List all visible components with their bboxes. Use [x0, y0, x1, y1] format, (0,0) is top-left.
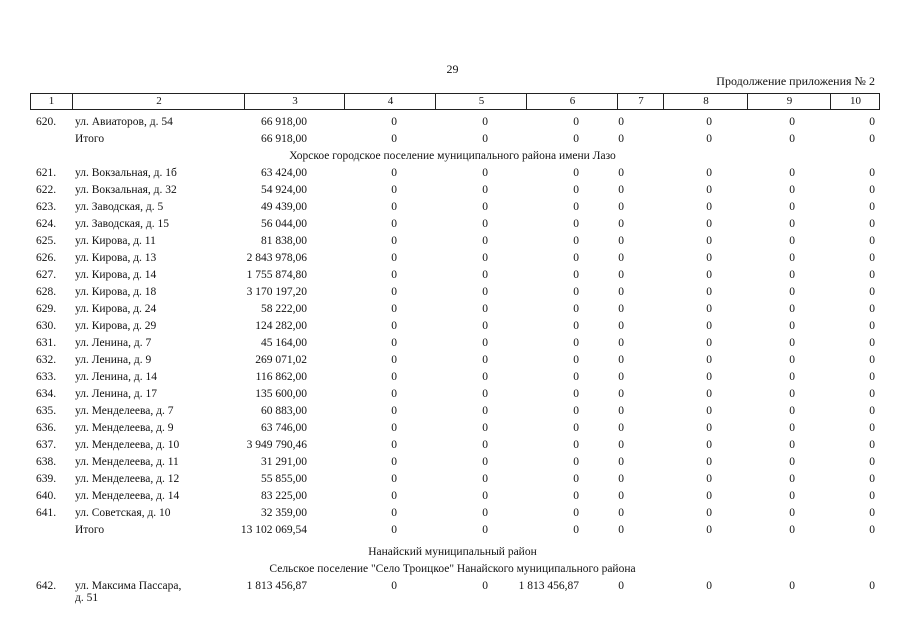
col-5-value: 0 [482, 388, 488, 400]
col-5-value: 0 [482, 235, 488, 247]
col-3-value: 2 843 978,06 [246, 252, 307, 264]
row-address: ул. Кирова, д. 18 [75, 286, 157, 298]
table-row [0, 386, 905, 403]
col-7-value: 0 [618, 473, 624, 485]
col-5-value: 0 [482, 116, 488, 128]
col-9-value: 0 [789, 371, 795, 383]
col-7-value: 0 [618, 252, 624, 264]
row-address: ул. Кирова, д. 29 [75, 320, 157, 332]
header-col-2: 2 [72, 94, 245, 109]
row-number: 639. [36, 473, 57, 485]
col-7-value: 0 [618, 456, 624, 468]
col-6-value: 0 [573, 303, 579, 315]
col-6-value: 0 [573, 269, 579, 281]
table-row [0, 318, 905, 335]
col-9-value: 0 [789, 388, 795, 400]
row-address-line-1: ул. Максима Пассара, [75, 580, 182, 592]
col-5-value: 0 [482, 286, 488, 298]
col-4-value: 0 [391, 473, 397, 485]
col-3-value: 1 755 874,80 [246, 269, 307, 281]
table-row [0, 352, 905, 369]
col-7-value: 0 [618, 524, 624, 536]
col-5-value: 0 [482, 252, 488, 264]
col-8-value: 0 [706, 218, 712, 230]
row-address: ул. Вокзальная, д. 32 [75, 184, 177, 196]
col-10-value: 0 [869, 456, 875, 468]
row-number: 633. [36, 371, 57, 383]
col-4-value: 0 [391, 303, 397, 315]
header-col-6: 6 [526, 94, 618, 109]
col-8-value: 0 [706, 184, 712, 196]
col-5-value: 0 [482, 405, 488, 417]
table-row [0, 267, 905, 284]
row-number: 626. [36, 252, 57, 264]
col-8-value: 0 [706, 354, 712, 366]
col-10-value: 0 [869, 371, 875, 383]
col-9-value: 0 [789, 218, 795, 230]
col-7-value: 0 [618, 286, 624, 298]
col-7-value: 0 [618, 201, 624, 213]
col-3-value: 45 164,00 [261, 337, 307, 349]
col-7-value: 0 [618, 388, 624, 400]
col-6-value: 0 [573, 456, 579, 468]
col-9-value: 0 [789, 269, 795, 281]
row-number: 640. [36, 490, 57, 502]
row-address: ул. Ленина, д. 17 [75, 388, 157, 400]
col-9-value: 0 [789, 456, 795, 468]
col-8-value: 0 [706, 269, 712, 281]
table-row-total [0, 522, 905, 539]
col-10-value: 0 [869, 116, 875, 128]
col-3-value: 116 862,00 [255, 371, 307, 383]
col-8-value: 0 [706, 116, 712, 128]
col-4-value: 0 [391, 286, 397, 298]
col-9-value: 0 [789, 507, 795, 519]
row-address-line-2: д. 51 [75, 592, 99, 604]
col-9-value: 0 [789, 439, 795, 451]
col-4-value: 0 [391, 116, 397, 128]
col-3-value: 135 600,00 [255, 388, 307, 400]
col-9-value: 0 [789, 184, 795, 196]
table-row [0, 369, 905, 386]
row-number: 629. [36, 303, 57, 315]
col-10-value: 0 [869, 269, 875, 281]
col-6-value: 0 [573, 422, 579, 434]
col-8-value: 0 [706, 422, 712, 434]
col-10-value: 0 [869, 320, 875, 332]
row-number: 623. [36, 201, 57, 213]
col-6-value: 0 [573, 337, 579, 349]
col-10-value: 0 [869, 201, 875, 213]
col-4-value: 0 [391, 184, 397, 196]
col-5-value: 0 [482, 218, 488, 230]
row-address: ул. Кирова, д. 24 [75, 303, 157, 315]
col-8-value: 0 [706, 320, 712, 332]
col-6-value: 0 [573, 184, 579, 196]
col-9-value: 0 [789, 133, 795, 145]
col-6-value: 0 [573, 439, 579, 451]
col-4-value: 0 [391, 235, 397, 247]
col-8-value: 0 [706, 286, 712, 298]
col-3-value: 55 855,00 [261, 473, 307, 485]
col-4-value: 0 [391, 337, 397, 349]
col-6-value: 0 [573, 405, 579, 417]
table-row [0, 284, 905, 301]
col-6-value: 0 [573, 116, 579, 128]
col-4-value: 0 [391, 422, 397, 434]
col-8-value: 0 [706, 337, 712, 349]
header-col-7: 7 [617, 94, 664, 109]
section-heading: Хорское городское поселение муниципального района имени Лазо [289, 150, 616, 162]
col-10-value: 0 [869, 405, 875, 417]
col-10-value: 0 [869, 133, 875, 145]
row-address: ул. Вокзальная, д. 1б [75, 167, 177, 179]
header-col-4: 4 [344, 94, 436, 109]
row-address: Итого [75, 133, 105, 145]
col-8-value: 0 [706, 201, 712, 213]
col-10-value: 0 [869, 388, 875, 400]
col-8-value: 0 [706, 490, 712, 502]
col-4-value: 0 [391, 507, 397, 519]
col-6-value: 0 [573, 252, 579, 264]
col-3-value: 3 170 197,20 [246, 286, 307, 298]
row-address: ул. Ленина, д. 14 [75, 371, 157, 383]
col-4-value: 0 [391, 269, 397, 281]
col-7-value: 0 [618, 167, 624, 179]
col-3-value: 32 359,00 [261, 507, 307, 519]
header-col-8: 8 [663, 94, 748, 109]
col-3-value: 66 918,00 [261, 133, 307, 145]
col-5-value: 0 [482, 201, 488, 213]
col-5-value: 0 [482, 320, 488, 332]
col-4-value: 0 [391, 405, 397, 417]
col-7-value: 0 [618, 490, 624, 502]
col-3-value: 13 102 069,54 [240, 524, 307, 536]
col-5-value: 0 [482, 422, 488, 434]
row-number: 625. [36, 235, 57, 247]
table-header [30, 93, 880, 110]
col-8-value: 0 [706, 456, 712, 468]
col-9-value: 0 [789, 580, 795, 592]
col-3-value: 60 883,00 [261, 405, 307, 417]
row-number: 638. [36, 456, 57, 468]
row-address: ул. Кирова, д. 13 [75, 252, 157, 264]
col-10-value: 0 [869, 252, 875, 264]
col-4-value: 0 [391, 218, 397, 230]
col-4-value: 0 [391, 167, 397, 179]
col-6-value: 0 [573, 286, 579, 298]
col-9-value: 0 [789, 286, 795, 298]
col-10-value: 0 [869, 422, 875, 434]
col-10-value: 0 [869, 580, 875, 592]
appendix-label: Продолжение приложения № 2 [716, 74, 875, 88]
col-3-value: 63 424,00 [261, 167, 307, 179]
row-address: ул. Менделеева, д. 12 [75, 473, 180, 485]
col-5-value: 0 [482, 167, 488, 179]
table-row [0, 233, 905, 250]
table-row [0, 488, 905, 505]
col-5-value: 0 [482, 490, 488, 502]
row-address: ул. Менделеева, д. 11 [75, 456, 179, 468]
row-number: 637. [36, 439, 57, 451]
col-4-value: 0 [391, 133, 397, 145]
col-9-value: 0 [789, 337, 795, 349]
col-8-value: 0 [706, 473, 712, 485]
col-7-value: 0 [618, 235, 624, 247]
col-4-value: 0 [391, 252, 397, 264]
col-10-value: 0 [869, 524, 875, 536]
col-4-value: 0 [391, 580, 397, 592]
col-8-value: 0 [706, 388, 712, 400]
col-10-value: 0 [869, 218, 875, 230]
row-number: 630. [36, 320, 57, 332]
col-6-value: 1 813 456,87 [518, 580, 579, 592]
col-3-value: 54 924,00 [261, 184, 307, 196]
row-number: 641. [36, 507, 57, 519]
col-7-value: 0 [618, 269, 624, 281]
col-10-value: 0 [869, 184, 875, 196]
table-row [0, 505, 905, 522]
row-address: ул. Заводская, д. 15 [75, 218, 169, 230]
col-10-value: 0 [869, 235, 875, 247]
col-5-value: 0 [482, 184, 488, 196]
table-row [0, 114, 905, 131]
col-3-value: 56 044,00 [261, 218, 307, 230]
col-10-value: 0 [869, 167, 875, 179]
col-5-value: 0 [482, 456, 488, 468]
col-5-value: 0 [482, 354, 488, 366]
col-5-value: 0 [482, 439, 488, 451]
row-address: Итого [75, 524, 105, 536]
col-9-value: 0 [789, 422, 795, 434]
col-8-value: 0 [706, 507, 712, 519]
col-5-value: 0 [482, 580, 488, 592]
row-address: ул. Советская, д. 10 [75, 507, 171, 519]
row-number: 622. [36, 184, 57, 196]
col-8-value: 0 [706, 580, 712, 592]
col-10-value: 0 [869, 439, 875, 451]
row-address [75, 580, 181, 604]
header-col-10: 10 [830, 94, 880, 109]
col-6-value: 0 [573, 371, 579, 383]
col-8-value: 0 [706, 371, 712, 383]
col-8-value: 0 [706, 439, 712, 451]
col-10-value: 0 [869, 507, 875, 519]
page-number: 29 [446, 62, 459, 76]
col-5-value: 0 [482, 133, 488, 145]
col-3-value: 31 291,00 [261, 456, 307, 468]
col-10-value: 0 [869, 286, 875, 298]
col-7-value: 0 [618, 116, 624, 128]
row-number: 621. [36, 167, 57, 179]
col-8-value: 0 [706, 167, 712, 179]
col-9-value: 0 [789, 252, 795, 264]
col-3-value: 58 222,00 [261, 303, 307, 315]
col-9-value: 0 [789, 201, 795, 213]
col-9-value: 0 [789, 405, 795, 417]
col-7-value: 0 [618, 371, 624, 383]
col-7-value: 0 [618, 320, 624, 332]
col-7-value: 0 [618, 580, 624, 592]
col-5-value: 0 [482, 473, 488, 485]
col-9-value: 0 [789, 524, 795, 536]
col-9-value: 0 [789, 303, 795, 315]
col-5-value: 0 [482, 337, 488, 349]
section-heading: Нанайский муниципальный район [368, 546, 537, 558]
col-9-value: 0 [789, 235, 795, 247]
col-8-value: 0 [706, 405, 712, 417]
table-row [0, 454, 905, 471]
col-6-value: 0 [573, 490, 579, 502]
col-4-value: 0 [391, 439, 397, 451]
col-6-value: 0 [573, 201, 579, 213]
row-number: 634. [36, 388, 57, 400]
col-6-value: 0 [573, 218, 579, 230]
col-3-value: 81 838,00 [261, 235, 307, 247]
col-8-value: 0 [706, 235, 712, 247]
table-row [0, 578, 905, 612]
col-10-value: 0 [869, 490, 875, 502]
row-number: 624. [36, 218, 57, 230]
col-7-value: 0 [618, 133, 624, 145]
table-row [0, 182, 905, 199]
table-row [0, 216, 905, 233]
col-7-value: 0 [618, 184, 624, 196]
col-10-value: 0 [869, 354, 875, 366]
col-9-value: 0 [789, 490, 795, 502]
col-7-value: 0 [618, 303, 624, 315]
col-9-value: 0 [789, 354, 795, 366]
col-8-value: 0 [706, 133, 712, 145]
col-5-value: 0 [482, 524, 488, 536]
col-3-value: 1 813 456,87 [246, 580, 307, 592]
col-10-value: 0 [869, 473, 875, 485]
col-4-value: 0 [391, 490, 397, 502]
col-7-value: 0 [618, 422, 624, 434]
col-3-value: 269 071,02 [255, 354, 307, 366]
row-address: ул. Менделеева, д. 7 [75, 405, 174, 417]
row-address: ул. Кирова, д. 11 [75, 235, 156, 247]
table-row [0, 165, 905, 182]
row-number: 628. [36, 286, 57, 298]
header-col-3: 3 [244, 94, 345, 109]
col-6-value: 0 [573, 507, 579, 519]
col-7-value: 0 [618, 354, 624, 366]
row-address: ул. Кирова, д. 14 [75, 269, 157, 281]
row-address: ул. Ленина, д. 9 [75, 354, 152, 366]
row-number: 636. [36, 422, 57, 434]
col-9-value: 0 [789, 473, 795, 485]
col-5-value: 0 [482, 303, 488, 315]
table-row [0, 420, 905, 437]
col-6-value: 0 [573, 388, 579, 400]
table-row-total [0, 131, 905, 148]
col-5-value: 0 [482, 371, 488, 383]
header-col-5: 5 [435, 94, 527, 109]
col-6-value: 0 [573, 473, 579, 485]
row-number: 620. [36, 116, 57, 128]
col-7-value: 0 [618, 405, 624, 417]
row-number: 627. [36, 269, 57, 281]
col-10-value: 0 [869, 337, 875, 349]
section-heading: Сельское поселение "Село Троицкое" Нанайского муниципального района [269, 563, 636, 575]
col-6-value: 0 [573, 524, 579, 536]
col-7-value: 0 [618, 507, 624, 519]
col-4-value: 0 [391, 388, 397, 400]
col-6-value: 0 [573, 354, 579, 366]
col-8-value: 0 [706, 303, 712, 315]
table-row [0, 250, 905, 267]
row-number: 631. [36, 337, 57, 349]
col-6-value: 0 [573, 167, 579, 179]
col-7-value: 0 [618, 218, 624, 230]
col-4-value: 0 [391, 354, 397, 366]
row-number: 632. [36, 354, 57, 366]
row-address: ул. Заводская, д. 5 [75, 201, 164, 213]
col-9-value: 0 [789, 116, 795, 128]
row-address: ул. Менделеева, д. 14 [75, 490, 180, 502]
col-3-value: 66 918,00 [261, 116, 307, 128]
row-address: ул. Менделеева, д. 9 [75, 422, 174, 434]
row-number: 642. [36, 580, 57, 592]
header-col-1: 1 [48, 95, 55, 107]
col-3-value: 63 746,00 [261, 422, 307, 434]
table-row [0, 199, 905, 216]
col-5-value: 0 [482, 269, 488, 281]
table-row [0, 335, 905, 352]
row-address: ул. Авиаторов, д. 54 [75, 116, 173, 128]
col-3-value: 83 225,00 [261, 490, 307, 502]
row-number: 635. [36, 405, 57, 417]
table-row [0, 471, 905, 488]
row-address: ул. Менделеева, д. 10 [75, 439, 180, 451]
col-10-value: 0 [869, 303, 875, 315]
col-4-value: 0 [391, 201, 397, 213]
table-row [0, 403, 905, 420]
col-6-value: 0 [573, 133, 579, 145]
col-8-value: 0 [706, 252, 712, 264]
col-6-value: 0 [573, 235, 579, 247]
col-7-value: 0 [618, 439, 624, 451]
col-7-value: 0 [618, 337, 624, 349]
col-4-value: 0 [391, 371, 397, 383]
col-8-value: 0 [706, 524, 712, 536]
table-row [0, 301, 905, 318]
col-3-value: 124 282,00 [255, 320, 307, 332]
col-5-value: 0 [482, 507, 488, 519]
col-4-value: 0 [391, 320, 397, 332]
row-address: ул. Ленина, д. 7 [75, 337, 152, 349]
col-4-value: 0 [391, 456, 397, 468]
col-4-value: 0 [391, 524, 397, 536]
col-9-value: 0 [789, 167, 795, 179]
col-6-value: 0 [573, 320, 579, 332]
col-9-value: 0 [789, 320, 795, 332]
header-col-9: 9 [747, 94, 831, 109]
col-3-value: 49 439,00 [261, 201, 307, 213]
table-row [0, 437, 905, 454]
col-3-value: 3 949 790,46 [246, 439, 307, 451]
